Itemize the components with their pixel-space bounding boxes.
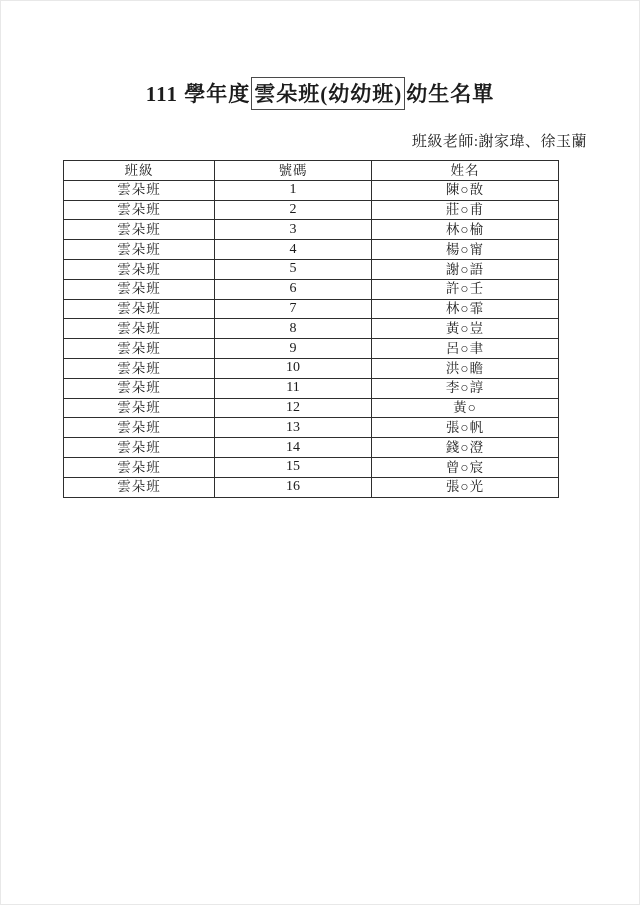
number-cell: 3 bbox=[215, 220, 372, 240]
number-cell: 9 bbox=[215, 339, 372, 359]
header-class: 班級 bbox=[64, 161, 215, 181]
teacher-line: 班級老師:謝家瑋、徐玉蘭 bbox=[411, 134, 587, 150]
class-cell: 雲朵班 bbox=[64, 358, 215, 378]
header-name: 姓名 bbox=[372, 161, 559, 181]
class-cell: 雲朵班 bbox=[64, 418, 215, 438]
name-cell: 莊○甫 bbox=[372, 200, 559, 220]
number-cell: 10 bbox=[215, 358, 372, 378]
class-cell: 雲朵班 bbox=[64, 259, 215, 279]
number-cell: 5 bbox=[215, 259, 372, 279]
name-cell: 陳○敔 bbox=[372, 180, 559, 200]
name-cell: 張○帆 bbox=[372, 418, 559, 438]
table-row bbox=[64, 378, 559, 398]
title-prefix: 111 學年度 bbox=[145, 82, 251, 106]
class-cell: 雲朵班 bbox=[64, 457, 215, 477]
title-class-box: 雲朵班(幼幼班) bbox=[251, 77, 405, 110]
class-cell: 雲朵班 bbox=[64, 339, 215, 359]
class-cell: 雲朵班 bbox=[64, 319, 215, 339]
header-number: 號碼 bbox=[215, 161, 372, 181]
name-cell: 許○壬 bbox=[372, 279, 559, 299]
table-row bbox=[64, 259, 559, 279]
title-suffix: 幼生名單 bbox=[406, 82, 495, 106]
number-cell: 8 bbox=[215, 319, 372, 339]
name-cell: 黃○ bbox=[372, 398, 559, 418]
table-row bbox=[64, 240, 559, 260]
class-cell: 雲朵班 bbox=[64, 378, 215, 398]
number-cell: 1 bbox=[215, 180, 372, 200]
table-row bbox=[64, 200, 559, 220]
class-cell: 雲朵班 bbox=[64, 477, 215, 497]
class-cell: 雲朵班 bbox=[64, 279, 215, 299]
name-cell: 呂○聿 bbox=[372, 339, 559, 359]
number-cell: 12 bbox=[215, 398, 372, 418]
table-row bbox=[64, 477, 559, 497]
name-cell: 黃○豈 bbox=[372, 319, 559, 339]
class-cell: 雲朵班 bbox=[64, 398, 215, 418]
number-cell: 11 bbox=[215, 378, 372, 398]
class-cell: 雲朵班 bbox=[64, 438, 215, 458]
number-cell: 15 bbox=[215, 457, 372, 477]
number-cell: 6 bbox=[215, 279, 372, 299]
table-row bbox=[64, 319, 559, 339]
table-row bbox=[64, 299, 559, 319]
class-cell: 雲朵班 bbox=[64, 200, 215, 220]
name-cell: 曾○宸 bbox=[372, 457, 559, 477]
roster-table bbox=[63, 160, 559, 498]
table-row bbox=[64, 438, 559, 458]
name-cell: 謝○語 bbox=[372, 259, 559, 279]
number-cell: 14 bbox=[215, 438, 372, 458]
class-cell: 雲朵班 bbox=[64, 240, 215, 260]
name-cell: 林○榆 bbox=[372, 220, 559, 240]
name-cell: 洪○瞻 bbox=[372, 358, 559, 378]
number-cell: 4 bbox=[215, 240, 372, 260]
class-cell: 雲朵班 bbox=[64, 180, 215, 200]
name-cell: 錢○澄 bbox=[372, 438, 559, 458]
table-row bbox=[64, 358, 559, 378]
name-cell: 張○光 bbox=[372, 477, 559, 497]
table-row bbox=[64, 457, 559, 477]
number-cell: 7 bbox=[215, 299, 372, 319]
table-row bbox=[64, 220, 559, 240]
number-cell: 13 bbox=[215, 418, 372, 438]
table-row bbox=[64, 398, 559, 418]
name-cell: 楊○甯 bbox=[372, 240, 559, 260]
name-cell: 李○諄 bbox=[372, 378, 559, 398]
number-cell: 2 bbox=[215, 200, 372, 220]
class-cell: 雲朵班 bbox=[64, 299, 215, 319]
number-cell: 16 bbox=[215, 477, 372, 497]
table-row bbox=[64, 180, 559, 200]
table-header-row bbox=[64, 161, 559, 181]
roster-body bbox=[64, 180, 559, 497]
class-cell: 雲朵班 bbox=[64, 220, 215, 240]
table-row bbox=[64, 418, 559, 438]
page-title bbox=[1, 77, 639, 110]
name-cell: 林○霏 bbox=[372, 299, 559, 319]
table-row bbox=[64, 339, 559, 359]
table-row bbox=[64, 279, 559, 299]
